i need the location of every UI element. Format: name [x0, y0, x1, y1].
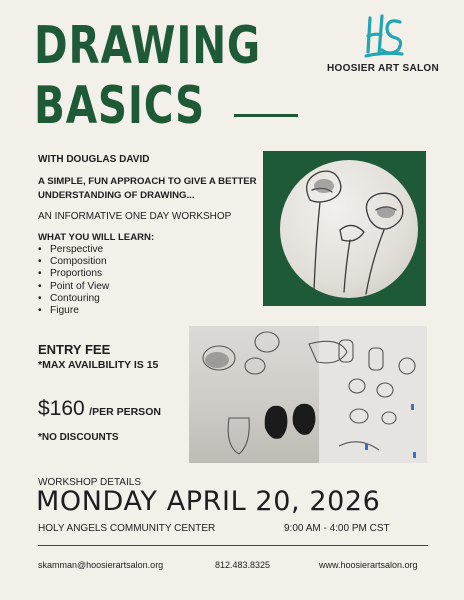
fee-heading: ENTRY FEE	[38, 342, 111, 357]
learn-heading: WHAT YOU WILL LEARN:	[38, 232, 155, 243]
title-divider	[234, 114, 298, 117]
price-unit: /PER PERSON	[89, 406, 161, 418]
brand-name: HOOSIER ART SALON	[327, 63, 439, 74]
title-line-2: BASICS	[34, 76, 206, 136]
price: $160	[38, 397, 85, 420]
footer-divider	[38, 545, 428, 546]
list-item: • Perspective	[38, 244, 109, 256]
title-line-1: DRAWING	[34, 16, 262, 76]
page-title	[34, 16, 261, 136]
list-item: • Composition	[38, 256, 109, 268]
learn-list	[38, 244, 109, 317]
instructor-line: WITH DOUGLAS DAVID	[38, 154, 150, 165]
availability-note: *MAX AVAILBILITY IS 15	[38, 359, 159, 371]
workshop-type: AN INFORMATIVE ONE DAY WORKSHOP	[38, 211, 232, 222]
list-item: • Figure	[38, 305, 109, 317]
details-label: WORKSHOP DETAILS	[38, 477, 141, 488]
list-item: • Proportions	[38, 268, 109, 280]
contact-email[interactable]: skamman@hoosierartsalon.org	[38, 560, 164, 570]
classroom-drawings-photo	[189, 326, 427, 463]
tagline: A SIMPLE, FUN APPROACH TO GIVE A BETTER UNDERSTANDING OF DRAWING...	[38, 176, 257, 201]
contact-website[interactable]: www.hoosierartsalon.org	[319, 560, 418, 570]
list-item: • Point of View	[38, 281, 109, 293]
discount-note: *NO DISCOUNTS	[38, 432, 119, 443]
venue: HOLY ANGELS COMMUNITY CENTER	[38, 523, 216, 534]
hs-monogram-icon	[360, 14, 406, 60]
price-row	[38, 397, 161, 421]
contact-phone[interactable]: 812.483.8325	[215, 560, 271, 570]
brand-logo	[318, 14, 448, 74]
workshop-time: 9:00 AM - 4:00 PM CST	[284, 523, 390, 534]
flower-sketch-photo	[280, 160, 418, 298]
workshop-date: MONDAY APRIL 20, 2026	[36, 486, 381, 517]
list-item: • Contouring	[38, 293, 109, 305]
